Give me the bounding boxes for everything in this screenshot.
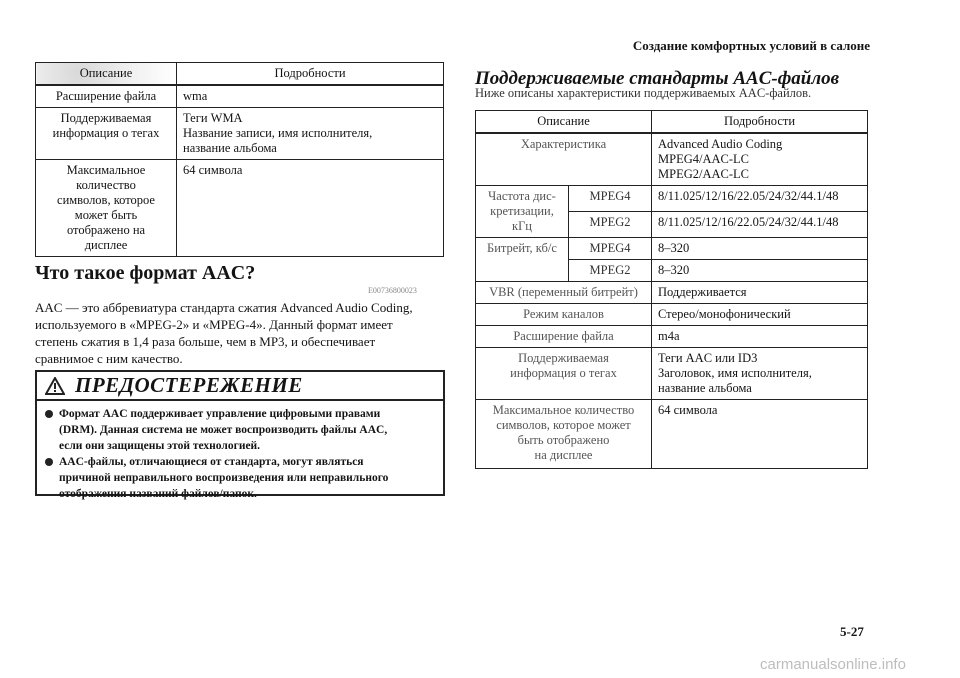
warning-text: Формат AAC поддерживает управление цифровыми правами (DRM). Данная система не может воспроизводить файлы AAC, если они защищены этой технологией. xyxy=(59,408,388,452)
table-row xyxy=(476,282,868,304)
row-value: 64 символа xyxy=(652,400,868,469)
right-section-subtitle: Ниже описаны характеристики поддерживаемых AAC-файлов. xyxy=(475,86,812,100)
warning-body xyxy=(37,401,443,507)
row-label: Частота дис- кретизации, кГц xyxy=(476,186,569,238)
column-header-description: Описание xyxy=(36,63,177,86)
row-value: Стерео/монофонический xyxy=(652,304,868,326)
table-row xyxy=(476,186,868,212)
table-row xyxy=(36,160,444,257)
row-value: 64 символа xyxy=(177,160,444,257)
table-row xyxy=(36,108,444,160)
row-label: Расширение файла xyxy=(476,326,652,348)
warning-title: ПРЕДОСТЕРЕЖЕНИЕ xyxy=(75,373,303,397)
bullet-icon xyxy=(45,458,53,466)
page-number: 5-27 xyxy=(840,624,864,639)
column-header-description: Описание xyxy=(476,111,652,134)
row-label: Режим каналов xyxy=(476,304,652,326)
watermark: carmanualsonline.info xyxy=(760,656,906,673)
warning-item xyxy=(45,406,435,454)
row-standard: MPEG4 xyxy=(569,238,652,260)
row-label: Расширение файла xyxy=(36,85,177,108)
section-title: Что такое формат AAC? xyxy=(35,262,256,284)
table-row xyxy=(36,85,444,108)
bullet-icon xyxy=(45,410,53,418)
section-paragraph: AAC — это аббревиатура стандарта сжатия Advanced Audio Coding, используемого в «MPEG-2» и «MPEG-4». Данный формат имеет степень сжатия в 1,4 раза больше, чем в MP3, и обеспечивает сравнимое с ним качество. xyxy=(35,300,413,366)
row-label: Максимальное количество символов, которое может быть отображено на дисплее xyxy=(36,160,177,257)
row-value: m4a xyxy=(652,326,868,348)
page-header-title: Создание комфортных условий в салоне xyxy=(632,38,870,53)
row-value: Advanced Audio Coding MPEG4/AAC-LC MPEG2/AAC-LC xyxy=(652,133,868,186)
row-label: Поддерживаемая информация о тегах xyxy=(36,108,177,160)
column-header-details: Подробности xyxy=(177,63,444,86)
row-label: Битрейт, кб/с xyxy=(476,238,569,282)
section-code: E00736800023 xyxy=(368,286,417,295)
table-row xyxy=(476,133,868,186)
wma-specs-table xyxy=(35,62,444,257)
row-value: Поддерживается xyxy=(652,282,868,304)
table-row xyxy=(476,326,868,348)
row-value: Теги AAC или ID3 Заголовок, имя исполнителя, название альбома xyxy=(652,348,868,400)
row-value: 8/11.025/12/16/22.05/24/32/44.1/48 xyxy=(652,186,868,212)
table-row xyxy=(476,400,868,469)
row-value: wma xyxy=(177,85,444,108)
row-label: VBR (переменный битрейт) xyxy=(476,282,652,304)
row-value: 8–320 xyxy=(652,238,868,260)
aac-specs-table xyxy=(475,110,868,469)
warning-text: AAC-файлы, отличающиеся от стандарта, могут являться причиной неправильного воспроизведения или неправильного отображения названий файлов/папок. xyxy=(59,456,389,500)
row-value: 8/11.025/12/16/22.05/24/32/44.1/48 xyxy=(652,212,868,238)
right-section-title: Поддерживаемые стандарты AAC-файлов xyxy=(475,68,840,89)
column-header-details: Подробности xyxy=(652,111,868,134)
row-label: Максимальное количество символов, которое может быть отображено на дисплее xyxy=(476,400,652,469)
row-standard: MPEG2 xyxy=(569,212,652,238)
table-row xyxy=(476,304,868,326)
row-value: 8–320 xyxy=(652,260,868,282)
warning-triangle-icon xyxy=(45,377,65,395)
row-label: Поддерживаемая информация о тегах xyxy=(476,348,652,400)
warning-box xyxy=(35,370,445,500)
row-label: Характеристика xyxy=(476,133,652,186)
table-row xyxy=(476,348,868,400)
row-standard: MPEG4 xyxy=(569,186,652,212)
warning-header xyxy=(37,372,443,401)
row-standard: MPEG2 xyxy=(569,260,652,282)
table-row xyxy=(476,238,868,260)
warning-item xyxy=(45,454,435,502)
row-value: Теги WMA Название записи, имя исполнителя, название альбома xyxy=(177,108,444,160)
